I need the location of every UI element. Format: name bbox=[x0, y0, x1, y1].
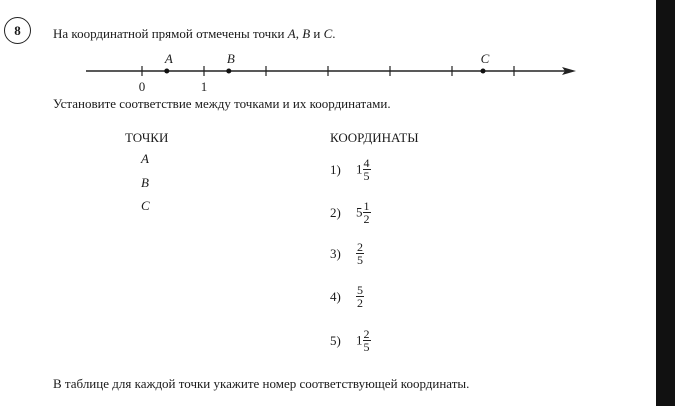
numerator: 1 bbox=[363, 199, 370, 213]
coordinate-option bbox=[330, 200, 371, 225]
option-fraction bbox=[356, 284, 364, 309]
dark-edge bbox=[656, 0, 675, 406]
intro-point-a: A bbox=[287, 26, 296, 41]
task-intro bbox=[53, 26, 336, 42]
point-label: A bbox=[164, 51, 173, 66]
option-label: 4) bbox=[330, 288, 341, 304]
intro-end: . bbox=[332, 26, 336, 41]
option-fraction bbox=[363, 200, 371, 225]
intro-point-c: C bbox=[323, 26, 333, 41]
number-line bbox=[0, 45, 656, 100]
point-item-b: B bbox=[141, 175, 149, 190]
point-dot bbox=[481, 69, 486, 74]
denominator: 5 bbox=[357, 253, 363, 267]
numerator: 5 bbox=[357, 283, 363, 297]
point-label: B bbox=[226, 51, 235, 66]
coordinate-option bbox=[330, 157, 371, 182]
option-whole: 1 bbox=[356, 161, 363, 177]
intro-sep: , bbox=[295, 26, 303, 41]
point-dot bbox=[226, 69, 231, 74]
option-whole: 1 bbox=[356, 332, 363, 348]
point-item-c: C bbox=[141, 198, 150, 213]
coordinate-option bbox=[330, 241, 364, 266]
intro-point-b: B bbox=[302, 26, 311, 41]
option-label: 5) bbox=[330, 332, 341, 348]
point-item-a: A bbox=[141, 151, 149, 166]
intro-and: и bbox=[310, 26, 324, 41]
instruction: Установите соответствие между точками и их координатами. bbox=[53, 96, 391, 111]
option-whole: 5 bbox=[356, 204, 363, 220]
option-label: 1) bbox=[330, 161, 341, 177]
numerator: 2 bbox=[357, 240, 363, 254]
task-number: 8 bbox=[4, 17, 31, 44]
coordinate-option bbox=[330, 284, 364, 309]
denominator: 2 bbox=[357, 296, 363, 310]
coords-header: КООРДИНАТЫ bbox=[330, 130, 419, 145]
denominator: 2 bbox=[363, 212, 370, 226]
point-dot bbox=[164, 69, 169, 74]
point-label: C bbox=[480, 51, 490, 66]
option-fraction bbox=[363, 157, 371, 182]
option-label: 2) bbox=[330, 204, 341, 220]
option-label: 3) bbox=[330, 245, 341, 261]
tick-label: 0 bbox=[138, 79, 146, 94]
coordinate-option bbox=[330, 328, 371, 353]
numerator: 2 bbox=[363, 327, 370, 341]
denominator: 5 bbox=[363, 340, 370, 354]
intro-text: На координатной прямой отмечены точки bbox=[53, 26, 288, 41]
denominator: 5 bbox=[363, 169, 370, 183]
option-fraction bbox=[356, 241, 364, 266]
footer-instruction: В таблице для каждой точки укажите номер соответствующей координаты. bbox=[53, 376, 470, 391]
numerator: 4 bbox=[363, 156, 370, 170]
points-header: ТОЧКИ bbox=[125, 130, 169, 145]
option-fraction bbox=[363, 328, 371, 353]
tick-label: 1 bbox=[200, 79, 208, 94]
